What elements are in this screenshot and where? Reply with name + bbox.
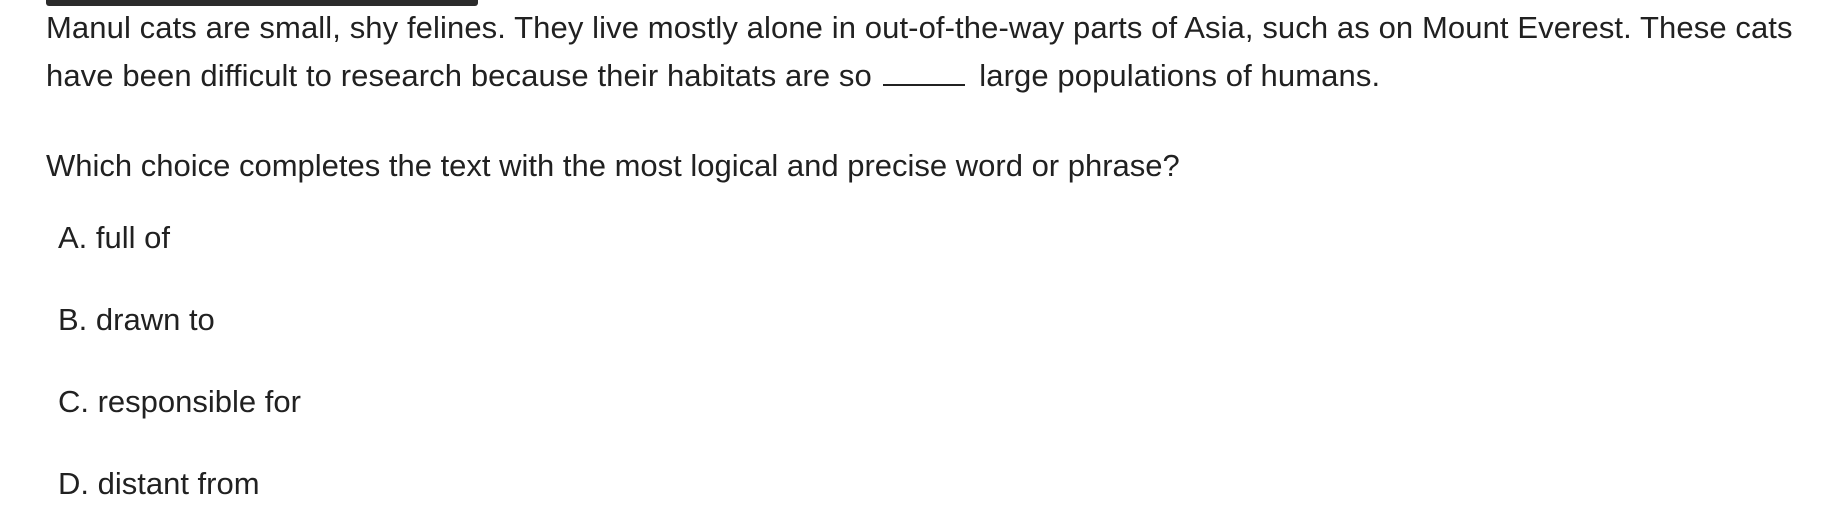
passage-before-blank: Manul cats are small, shy felines. They live mostly alone in out-of-the-way parts of Asia, such as on Mount Everest. These cats have been difficult to research because their habitats are so: [46, 10, 1793, 93]
question-prompt: Which choice completes the text with the most logical and precise word or phrase?: [46, 148, 1180, 183]
passage-text: [46, 4, 1806, 100]
choice-c[interactable]: C. responsible for: [58, 384, 301, 419]
passage-after-blank: large populations of humans.: [979, 58, 1381, 93]
choice-a[interactable]: A. full of: [58, 220, 170, 255]
choice-d[interactable]: D. distant from: [58, 466, 260, 501]
answer-choices: [58, 214, 301, 522]
answer-blank: [883, 84, 965, 86]
choice-b[interactable]: B. drawn to: [58, 302, 215, 337]
